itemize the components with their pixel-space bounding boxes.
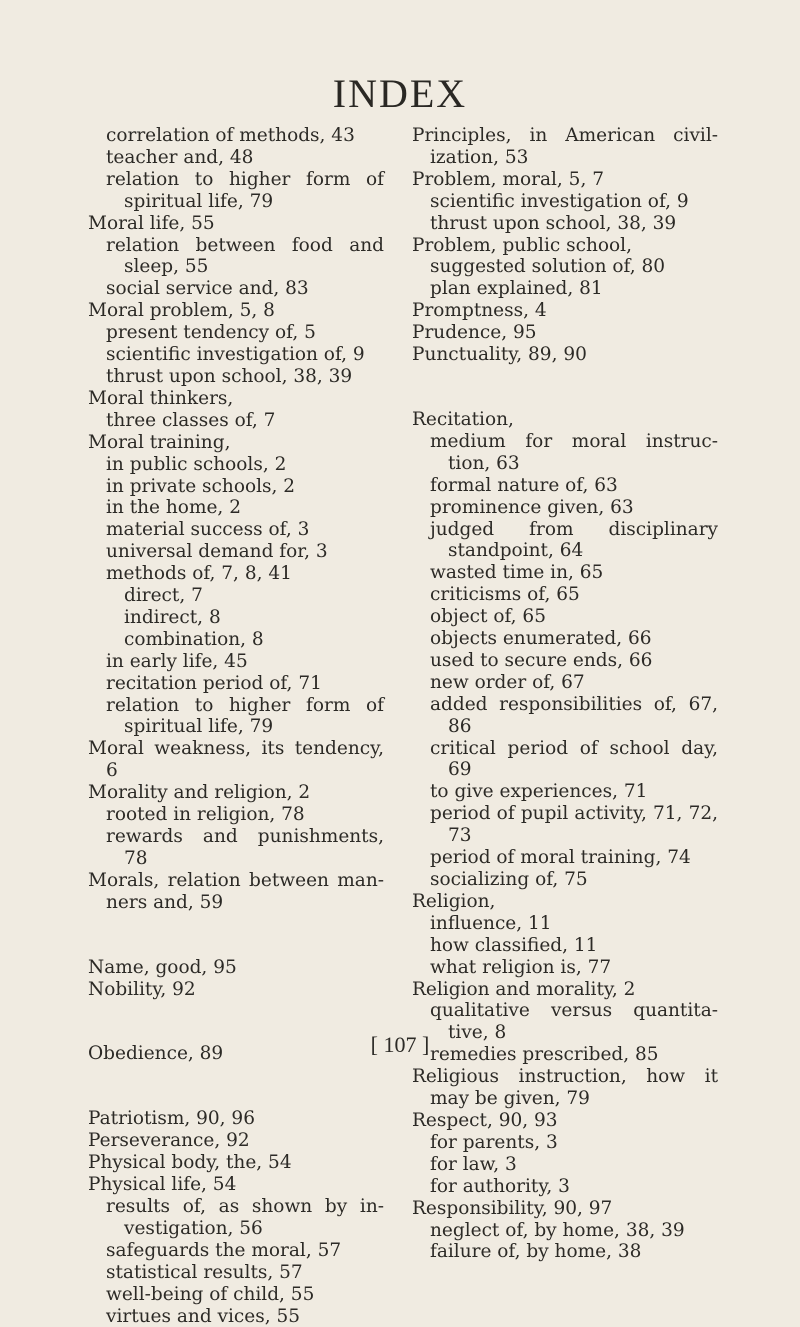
index-subentry: thrust upon school, 38, 39: [412, 213, 718, 235]
index-heading: Morality and religion, 2: [88, 782, 384, 804]
index-heading: Punctuality, 89, 90: [412, 344, 718, 366]
index-subentry: failure of, by home, 38: [412, 1241, 718, 1263]
index-subentry: relation to higher form of spiritual life, 79: [88, 169, 384, 213]
index-subentry: thrust upon school, 38, 39: [88, 366, 384, 388]
index-subentry: plan explained, 81: [412, 278, 718, 300]
index-subentry: scientific investigation of, 9: [88, 344, 384, 366]
index-heading: Promptness, 4: [412, 300, 718, 322]
index-subentry: qualitative versus quantita-tive, 8: [412, 1000, 718, 1044]
index-heading: Nobility, 92: [88, 979, 384, 1001]
index-subentry: period of moral training, 74: [412, 847, 718, 869]
index-heading: Problem, moral, 5, 7: [412, 169, 718, 191]
index-column-left: [88, 125, 384, 1327]
index-heading: Name, good, 95: [88, 957, 384, 979]
index-heading: Religion and morality, 2: [412, 979, 718, 1001]
index-subentry: prominence given, 63: [412, 497, 718, 519]
index-subentry: critical period of school day, 69: [412, 738, 718, 782]
index-subentry: in public schools, 2: [88, 454, 384, 476]
index-subentry: statistical results, 57: [88, 1262, 384, 1284]
index-subentry: neglect of, by home, 38, 39: [412, 1220, 718, 1242]
index-subentry: new order of, 67: [412, 672, 718, 694]
index-subentry: what religion is, 77: [412, 957, 718, 979]
index-heading: Patriotism, 90, 96: [88, 1108, 384, 1130]
index-subentry: suggested solution of, 80: [412, 256, 718, 278]
index-subentry: correlation of methods, 43: [88, 125, 384, 147]
index-subentry: present tendency of, 5: [88, 322, 384, 344]
index-subentry: relation between food and sleep, 55: [88, 235, 384, 279]
index-subentry: results of, as shown by in-vestigation, 56: [88, 1196, 384, 1240]
index-subentry: scientific investigation of, 9: [412, 191, 718, 213]
index-heading: Principles, in American civil-ization, 53: [412, 125, 718, 169]
index-subentry: medium for moral instruc-tion, 63: [412, 431, 718, 475]
index-subentry: safeguards the moral, 57: [88, 1240, 384, 1262]
index-heading: Moral problem, 5, 8: [88, 300, 384, 322]
index-subentry: influence, 11: [412, 913, 718, 935]
index-subentry: for authority, 3: [412, 1176, 718, 1198]
index-section-gap: [88, 1065, 384, 1108]
index-subentry: socializing of, 75: [412, 869, 718, 891]
index-subentry: in private schools, 2: [88, 476, 384, 498]
index-subentry: for law, 3: [412, 1154, 718, 1176]
index-heading: Responsibility, 90, 97: [412, 1198, 718, 1220]
index-heading: Physical body, the, 54: [88, 1152, 384, 1174]
index-subentry: how classified, 11: [412, 935, 718, 957]
page-number: [ 107 ]: [0, 1032, 800, 1058]
index-subentry: judged from disciplinary standpoint, 64: [412, 519, 718, 563]
index-heading: Problem, public school,: [412, 235, 718, 257]
index-subentry: relation to higher form of spiritual life, 79: [88, 695, 384, 739]
index-subentry: virtues and vices, 55: [88, 1306, 384, 1327]
index-subentry: combination, 8: [88, 629, 384, 651]
index-subentry: methods of, 7, 8, 41: [88, 563, 384, 585]
index-subentry: added responsibilities of, 67, 86: [412, 694, 718, 738]
index-subentry: objects enumerated, 66: [412, 628, 718, 650]
index-heading: Physical life, 54: [88, 1174, 384, 1196]
index-subentry: object of, 65: [412, 606, 718, 628]
index-subentry: formal nature of, 63: [412, 475, 718, 497]
index-subentry: remedies prescribed, 85: [412, 1044, 718, 1066]
index-subentry: wasted time in, 65: [412, 562, 718, 584]
index-heading: Religion,: [412, 891, 718, 913]
index-heading: Recitation,: [412, 409, 718, 431]
index-heading: Prudence, 95: [412, 322, 718, 344]
index-subentry: well-being of child, 55: [88, 1284, 384, 1306]
index-section-gap: [88, 914, 384, 957]
index-subentry: social service and, 83: [88, 278, 384, 300]
index-subentry: criticisms of, 65: [412, 584, 718, 606]
index-subentry: teacher and, 48: [88, 147, 384, 169]
index-heading: Moral thinkers,: [88, 388, 384, 410]
index-heading: Moral life, 55: [88, 213, 384, 235]
index-subentry: in the home, 2: [88, 497, 384, 519]
index-heading: Perseverance, 92: [88, 1130, 384, 1152]
index-heading: Respect, 90, 93: [412, 1110, 718, 1132]
page-title: INDEX: [0, 70, 800, 117]
index-heading: Religious instruction, how it may be given, 79: [412, 1066, 718, 1110]
index-subentry: period of pupil activity, 71, 72, 73: [412, 803, 718, 847]
index-subentry: in early life, 45: [88, 651, 384, 673]
index-subentry: universal demand for, 3: [88, 541, 384, 563]
index-heading: Moral training,: [88, 432, 384, 454]
index-heading: Morals, relation between man-ners and, 59: [88, 870, 384, 914]
index-subentry: used to secure ends, 66: [412, 650, 718, 672]
index-column-right: [412, 125, 718, 1263]
index-subentry: rooted in religion, 78: [88, 804, 384, 826]
index-heading: Obedience, 89: [88, 1043, 384, 1065]
index-subentry: direct, 7: [88, 585, 384, 607]
index-subentry: to give experiences, 71: [412, 781, 718, 803]
index-heading: Moral weakness, its tendency, 6: [88, 738, 384, 782]
index-subentry: for parents, 3: [412, 1132, 718, 1154]
index-subentry: material success of, 3: [88, 519, 384, 541]
index-section-gap: [412, 366, 718, 409]
index-subentry: recitation period of, 71: [88, 673, 384, 695]
index-subentry: rewards and punishments, 78: [88, 826, 384, 870]
index-subentry: indirect, 8: [88, 607, 384, 629]
index-subentry: three classes of, 7: [88, 410, 384, 432]
